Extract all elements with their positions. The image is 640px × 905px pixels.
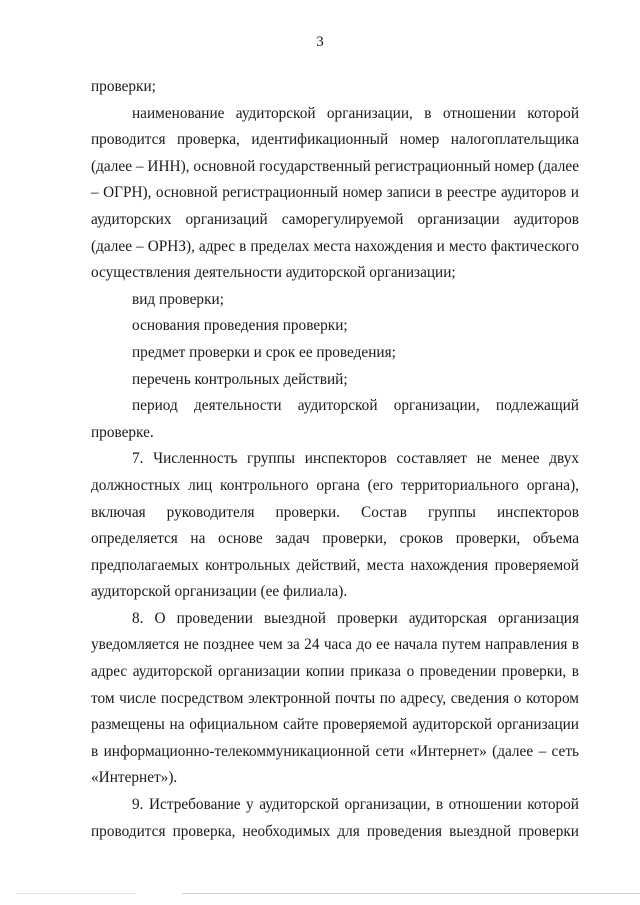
paragraph-item-8: 8. О проведении выездной проверки аудиторская организация уведомляется не позднее чем за 24 часа до ее начала путем направления в адрес аудиторской организации копии приказа о проведении проверки, в том числе посредством электронной почты по адресу, сведения о котором размещены на официальном сайте проверяемой аудиторской организации в информационно-телекоммуникационной сети «Интернет» (далее – сеть «Интернет»). [91,609,579,787]
scan-edge-line [16,893,136,894]
paragraph-inspection-type: вид проверки; [132,290,224,308]
paragraph-inspection-grounds: основания проведения проверки; [132,317,348,335]
scan-edge-line [182,893,640,894]
paragraph-control-actions: перечень контрольных действий; [132,370,348,388]
paragraph-item-9: 9. Истребование у аудиторской организации, в отношении которой проводится проверка, необходимых для проведения выездной проверки [91,796,579,840]
paragraph-item-7: 7. Численность группы инспекторов составляет не менее двух должностных лиц контрольного органа (его территориального органа), включая руководителя проверки. Состав группы инспекторов определяется на основе задач проверки, сроков проверки, объема предполагаемых контрольных действий, места нахождения проверяемой аудиторской организации (ее филиала). [91,450,579,601]
paragraph-organization-name: наименование аудиторской организации, в отношении которой проводится проверка, идентификационный номер налогоплательщика (далее – ИНН), основной государственный регистрационный номер (далее – ОГРН), основной регистрационный номер записи в реестре аудиторов и аудиторских организаций саморегулируемой организации аудиторов (далее – ОРНЗ), адрес в пределах места нахождения и место фактического осуществления деятельности аудиторской организации; [91,104,579,282]
paragraph-activity-period: период деятельности аудиторской организации, подлежащий проверке. [91,397,579,441]
document-body [91,74,579,845]
paragraph-inspection-subject: предмет проверки и срок ее проведения; [132,343,396,361]
paragraph-continuation: проверки; [91,78,156,95]
page-number: 3 [316,34,324,50]
